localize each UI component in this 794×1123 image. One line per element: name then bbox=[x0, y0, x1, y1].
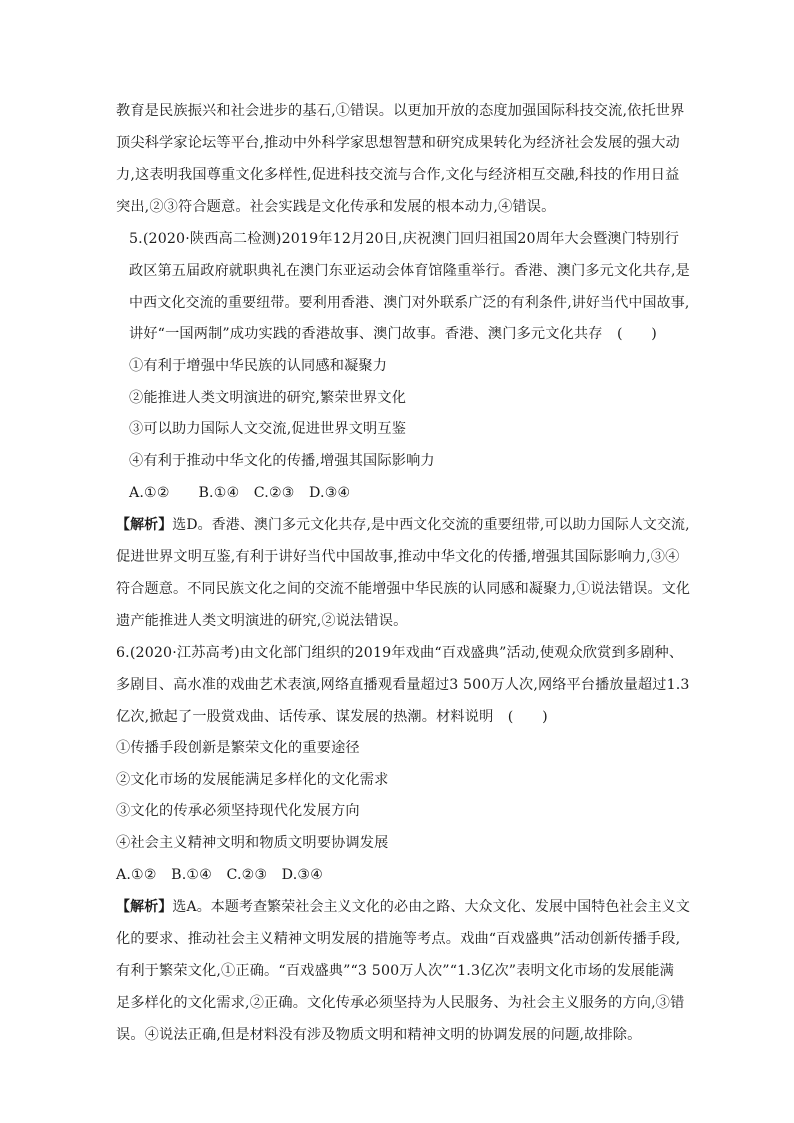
option-1: ①传播手段创新是繁荣文化的重要途径 bbox=[116, 740, 360, 756]
question-5-stem: 5.(2020·陕西高二检测)2019年12月20日,庆祝澳门回归祖国20周年大会暨澳门特别行 bbox=[129, 231, 680, 247]
analysis-line: 【解析】选D。香港、澳门多元文化共存,是中西文化交流的重要纽带,可以助力国际人文交流, bbox=[116, 517, 690, 533]
option-2: ②文化市场的发展能满足多样化的文化需求 bbox=[116, 772, 389, 788]
analysis-tag: 【解析】 bbox=[116, 517, 173, 533]
option-3: ③可以助力国际人文交流,促进世界文明互鉴 bbox=[129, 421, 407, 437]
text-line: 顶尖科学家论坛等平台,推动中外科学家思想智慧和研究成果转化为经济社会发展的强大动 bbox=[116, 135, 680, 151]
analysis-line: 遗产能推进人类文明演进的研究,②说法错误。 bbox=[116, 613, 408, 629]
analysis-line: 足多样化的文化需求,②正确。文化传承必须坚持为人民服务、为社会主义服务的方向,③错 bbox=[116, 995, 685, 1011]
analysis-line: 促进世界文明互鉴,有利于讲好当代中国故事,推动中华文化的传播,增强其国际影响力,③④ bbox=[116, 549, 680, 565]
analysis-line: 符合题意。不同民族文化之间的交流不能增强中华民族的认同感和凝聚力,①说法错误。文化 bbox=[116, 581, 691, 597]
text-line: 突出,②③符合题意。社会实践是文化传承和发展的根本动力,④错误。 bbox=[116, 199, 556, 215]
text-line: 教育是民族振兴和社会进步的基石,①错误。以更加开放的态度加强国际科技交流,依托世界 bbox=[116, 103, 685, 119]
text-line: 亿次,掀起了一股赏戏曲、话传承、谋发展的热潮。材料说明 ( ) bbox=[116, 709, 548, 725]
analysis-line: 化的要求、推动社会主义精神文明发展的措施等考点。戏曲“百戏盛典”活动创新传播手段, bbox=[116, 931, 681, 947]
analysis-line: 【解析】选A。本题考查繁荣社会主义文化的必由之路、大众文化、发展中国特色社会主义文 bbox=[116, 899, 690, 915]
text-line: 多剧目、高水准的戏曲艺术表演,网络直播观看量超过3 500万人次,网络平台播放量超过1.3 bbox=[116, 677, 690, 693]
text-line: 讲好“一国两制”成功实践的香港故事、澳门故事。香港、澳门多元文化共存 ( ) bbox=[129, 326, 657, 342]
option-2: ②能推进人类文明演进的研究,繁荣世界文化 bbox=[129, 390, 407, 406]
text-line: 力,这表明我国尊重文化多样性,促进科技交流与合作,文化与经济相互交融,科技的作用日益 bbox=[116, 167, 680, 183]
analysis-line: 有利于繁荣文化,①正确。“百戏盛典”“3 500万人次”“1.3亿次”表明文化市场的发展能满 bbox=[116, 963, 674, 979]
answer-choices: A.①② B.①④ C.②③ D.③④ bbox=[116, 867, 324, 883]
option-4: ④有利于推动中华文化的传播,增强其国际影响力 bbox=[129, 453, 435, 469]
option-3: ③文化的传承必须坚持现代化发展方向 bbox=[116, 803, 360, 819]
text-line: 中西文化交流的重要纽带。要利用香港、澳门对外联系广泛的有利条件,讲好当代中国故事, bbox=[129, 295, 690, 311]
text-line: 政区第五届政府就职典礼在澳门东亚运动会体育馆隆重举行。香港、澳门多元文化共存,是 bbox=[129, 263, 690, 279]
analysis-line: 误。④说法正确,但是材料没有涉及物质文明和精神文明的协调发展的问题,故排除。 bbox=[116, 1027, 642, 1043]
answer-choices: A.①② B.①④ C.②③ D.③④ bbox=[129, 485, 351, 501]
question-6-stem: 6.(2020·江苏高考)由文化部门组织的2019年戏曲“百戏盛典”活动,使观众欣赏到多剧种、 bbox=[116, 645, 684, 661]
analysis-tag: 【解析】 bbox=[116, 899, 173, 915]
option-4: ④社会主义精神文明和物质文明要协调发展 bbox=[116, 835, 389, 851]
option-1: ①有利于增强中华民族的认同感和凝聚力 bbox=[129, 358, 388, 374]
